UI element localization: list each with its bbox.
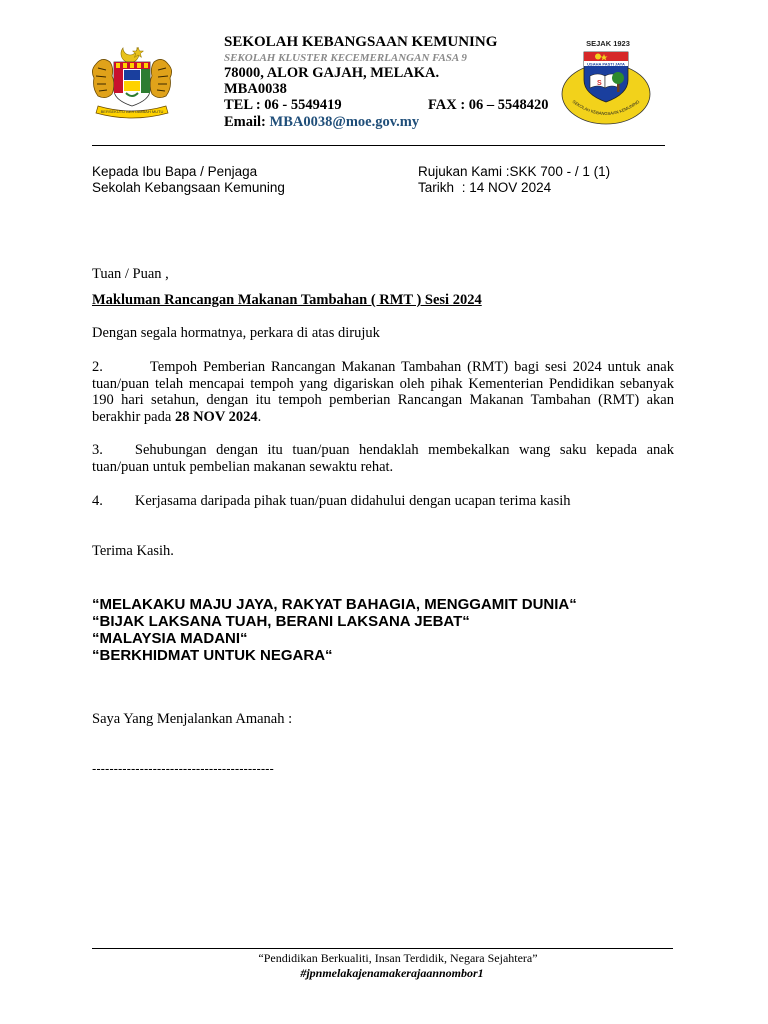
paragraph-3-text: Sehubungan dengan itu tuan/puan hendaklah membekalkan wang saku kepada anak tuan/puan untuk pembelian makanan sewaktu rehat. [92, 442, 674, 475]
addressee-line-2: Sekolah Kebangsaan Kemuning [92, 180, 285, 195]
end-date: 28 NOV 2024 [174, 408, 258, 425]
paragraph-3 [92, 442, 674, 475]
fax-number: FAX : 06 – 5548420 [428, 97, 549, 113]
email-label: Email: [224, 114, 266, 130]
letter-subject: Makluman Rancangan Makanan Tambahan ( RMT ) Sesi 2024 [92, 292, 482, 308]
svg-text:S: S [597, 80, 602, 87]
date-value: : 14 NOV 2024 [461, 180, 552, 195]
school-logo [560, 36, 652, 130]
national-crest-logo [90, 44, 174, 119]
email-link[interactable]: MBA0038@moe.gov.my [269, 114, 420, 130]
school-address: 78000, ALOR GAJAH, MELAKA. [224, 65, 440, 81]
signature-label: Saya Yang Menjalankan Amanah : [92, 711, 293, 727]
paragraph-2-text: Tempoh Pemberian Rancangan Makanan Tambahan (RMT) bagi sesi 2024 untuk anak tuan/puan telah mencapai tempoh yang digariskan oleh pihak Kementerian Pendidikan sebanyak 190 hari setahun, dengan itu tempoh pemberian Rancangan Makanan Tambahan (RMT) akan berakhir pada [92, 359, 674, 425]
salutation: Tuan / Puan , [92, 266, 169, 282]
logo-motto-text: USAHA PASTI JAYA [587, 61, 625, 67]
footer-divider [92, 948, 673, 949]
signature-line: ------------------------------------------ [92, 761, 274, 776]
date-label: Tarikh [418, 180, 455, 195]
footer-slogan: “Pendidikan Berkualiti, Insan Terdidik, Negara Sejahtera” [258, 951, 538, 965]
footer-hashtag: #jpnmelakajenamakerajaannombor1 [300, 966, 484, 980]
school-code: MBA0038 [224, 81, 287, 97]
motto-line-3: “MALAYSIA MADANI“ [92, 630, 248, 647]
letter-date [418, 180, 551, 195]
email-line [224, 114, 419, 131]
paragraph-4-number: 4. [92, 493, 103, 509]
telephone-number: TEL : 06 - 5549419 [224, 97, 342, 113]
paragraph-2: 2. Tempoh Pemberian Rancangan Makanan Tambahan (RMT) bagi sesi 2024 untuk anak tuan/puan telah mencapai tempoh yang digariskan oleh pihak Kementerian Pendidikan sebanyak 190 hari setahun, dengan itu tempoh pemberian Rancangan Makanan Tambahan (RMT) akan berakhir pada 28 NOV 2024. [92, 359, 674, 425]
logo-school-text: SEKOLAH KEBANGSAAN KEMUNING [571, 98, 641, 116]
svg-text:BERSEKUTU BERTAMBAH MUTU: BERSEKUTU BERTAMBAH MUTU [100, 109, 164, 114]
reference-number: Rujukan Kami :SKK 700 - / 1 (1) [418, 164, 611, 179]
paragraph-3-number: 3. [92, 442, 103, 458]
paragraph-2-number: 2. [92, 359, 103, 375]
paragraph-4 [92, 493, 674, 510]
school-name: SEKOLAH KEBANGSAAN KEMUNING [224, 34, 498, 50]
motto-line-2: “BIJAK LAKSANA TUAH, BERANI LAKSANA JEBAT“ [92, 613, 470, 630]
closing: Terima Kasih. [92, 543, 174, 559]
school-cluster-subtitle: SEKOLAH KLUSTER KECEMERLANGAN FASA 9 [224, 52, 467, 64]
logo-year-text: SEJAK 1923 [586, 39, 630, 48]
motto-line-4: “BERKHIDMAT UNTUK NEGARA“ [92, 647, 333, 664]
intro-paragraph: Dengan segala hormatnya, perkara di atas dirujuk [92, 325, 380, 341]
paragraph-4-text: Kerjasama daripada pihak tuan/puan didahului dengan ucapan terima kasih [134, 493, 571, 509]
motto-line-1: “MELAKAKU MAJU JAYA, RAKYAT BAHAGIA, MENGGAMIT DUNIA“ [92, 596, 577, 613]
addressee-line-1: Kepada Ibu Bapa / Penjaga [92, 164, 258, 179]
header-divider [92, 145, 665, 146]
